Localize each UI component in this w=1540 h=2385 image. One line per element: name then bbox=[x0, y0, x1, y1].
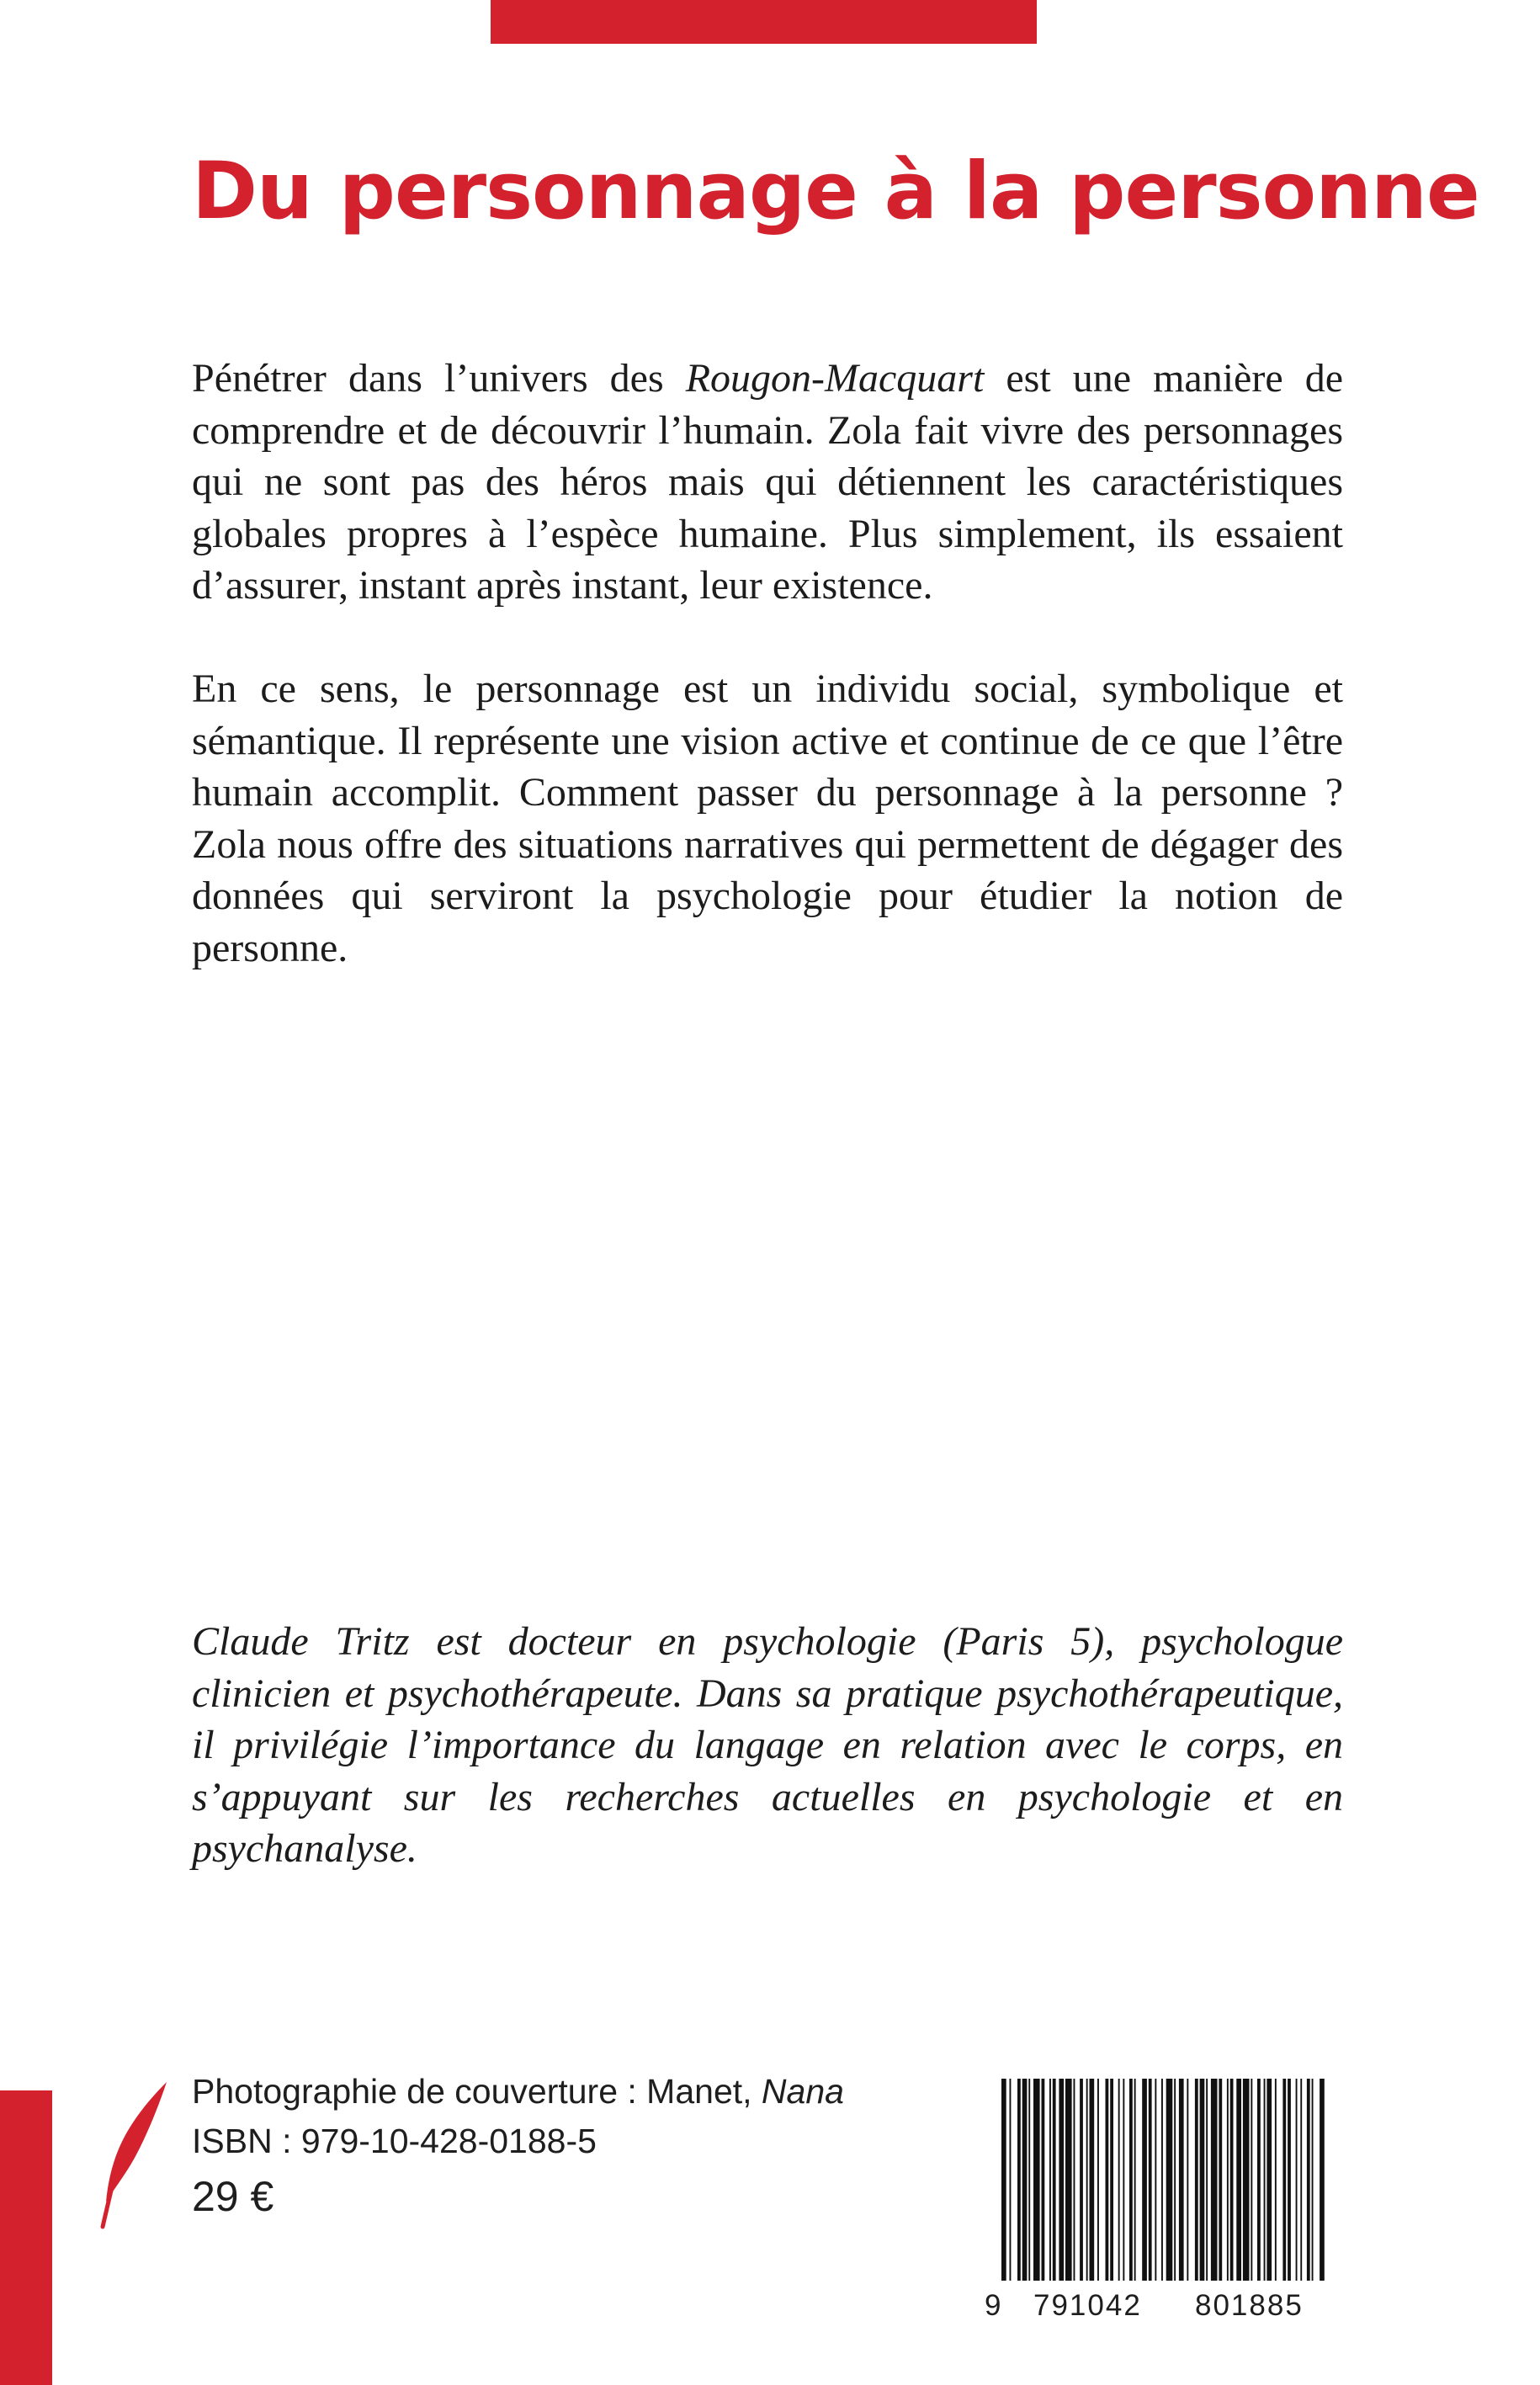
barcode-bar bbox=[1251, 2079, 1252, 2281]
barcode-bar bbox=[1236, 2079, 1241, 2281]
barcode-bar bbox=[1134, 2079, 1136, 2281]
barcode-bar bbox=[1219, 2079, 1222, 2281]
barcode-bar bbox=[1200, 2079, 1205, 2281]
barcode-digits-left: 791042 bbox=[1033, 2289, 1142, 2322]
price: 29 € bbox=[192, 2173, 274, 2220]
barcode-bar bbox=[1059, 2079, 1064, 2281]
photo-credit-work: Nana bbox=[761, 2072, 844, 2111]
isbn: ISBN : 979-10-428-0188-5 bbox=[192, 2122, 597, 2160]
summary-paragraph-1 bbox=[192, 353, 1343, 612]
book-title: Du personnage à la personne bbox=[192, 146, 1479, 237]
barcode-bar bbox=[1257, 2079, 1261, 2281]
barcode bbox=[985, 2079, 1331, 2281]
side-accent-bar bbox=[0, 2090, 52, 2385]
barcode-bar bbox=[1264, 2079, 1266, 2281]
barcode-bar bbox=[1090, 2079, 1095, 2281]
barcode-bar bbox=[1010, 2079, 1012, 2281]
publication-info bbox=[192, 2067, 844, 2227]
barcode-digit-first: 9 bbox=[985, 2289, 1001, 2322]
top-accent-bar bbox=[491, 0, 1037, 44]
barcode-bar bbox=[1296, 2079, 1298, 2281]
barcode-bar bbox=[1320, 2079, 1325, 2281]
barcode-bar bbox=[1097, 2079, 1099, 2281]
summary-paragraph-2: En ce sens, le personnage est un individu social, symbolique et sémantique. Il représente une vision active et continue de ce que l’être humain accomplit. Comment passer du personnage à la personne ? Zola nous offre des situations narratives qui permettent de dégager des données qui serviront la psychologie pour étudier la notion de personne. bbox=[192, 667, 1343, 970]
barcode-bar bbox=[1227, 2079, 1229, 2281]
barcode-bar bbox=[1166, 2079, 1173, 2281]
barcode-digits-right: 801885 bbox=[1195, 2289, 1304, 2322]
summary-text: Pénétrer dans l’univers des bbox=[192, 356, 686, 401]
barcode-bar bbox=[1118, 2079, 1120, 2281]
barcode-bar bbox=[1187, 2079, 1188, 2281]
barcode-bar bbox=[1195, 2079, 1198, 2281]
barcode-bar bbox=[1065, 2079, 1072, 2281]
barcode-bar bbox=[1110, 2079, 1113, 2281]
barcode-bar bbox=[1174, 2079, 1176, 2281]
barcode-bar bbox=[1074, 2079, 1075, 2281]
barcode-bar bbox=[1001, 2079, 1006, 2281]
barcode-bar bbox=[1028, 2079, 1030, 2281]
barcode-bar bbox=[1288, 2079, 1291, 2281]
barcode-bar bbox=[1086, 2079, 1088, 2281]
barcode-bar bbox=[1142, 2079, 1147, 2281]
barcode-bar bbox=[1312, 2079, 1314, 2281]
barcode-bar bbox=[1161, 2079, 1163, 2281]
barcode-bar bbox=[1149, 2079, 1152, 2281]
barcode-bar bbox=[1022, 2079, 1028, 2281]
barcode-bar bbox=[1275, 2079, 1277, 2281]
author-bio: Claude Tritz est docteur en psychologie (Paris 5), psychologue clinicien et psychothérapeute. Dans sa pratique psychothérapeutique, il privilégie l’importance du langage en relation avec le corps, en s’appuyant sur les recherches actuelles en psychologie et en psychanalyse. bbox=[192, 1619, 1343, 1871]
barcode-bar bbox=[1206, 2079, 1208, 2281]
barcode-bar bbox=[1017, 2079, 1021, 2281]
barcode-bar bbox=[1049, 2079, 1051, 2281]
barcode-bar bbox=[1282, 2079, 1286, 2281]
barcode-bar bbox=[1033, 2079, 1040, 2281]
feather-icon bbox=[94, 2079, 175, 2230]
barcode-bar bbox=[1300, 2079, 1302, 2281]
barcode-bar bbox=[1080, 2079, 1083, 2281]
barcode-bar bbox=[1267, 2079, 1272, 2281]
barcode-bar bbox=[1155, 2079, 1156, 2281]
photo-credit: Photographie de couverture : Manet, Nana bbox=[192, 2072, 844, 2111]
barcode-bar bbox=[1243, 2079, 1250, 2281]
barcode-bar bbox=[1053, 2079, 1056, 2281]
barcode-bar bbox=[1211, 2079, 1218, 2281]
series-title: Rougon-Macquart bbox=[685, 356, 985, 401]
barcode-bar bbox=[1106, 2079, 1109, 2281]
barcode-bar bbox=[1042, 2079, 1045, 2281]
barcode-bar bbox=[1230, 2079, 1234, 2281]
barcode-bar bbox=[1123, 2079, 1124, 2281]
barcode-bar bbox=[1129, 2079, 1133, 2281]
summary-text: est une manière de comprendre et de découvrir l’humain. Zola fait vivre des personnages qui ne sont pas des héros mais qui détiennent les caractéristiques globales propres à l’espèce humaine. Plus simplement, ils essaient d’assurer, instant après instant, leur existence. bbox=[192, 356, 1343, 608]
barcode-bar bbox=[1179, 2079, 1184, 2281]
barcode-bar bbox=[1307, 2079, 1310, 2281]
